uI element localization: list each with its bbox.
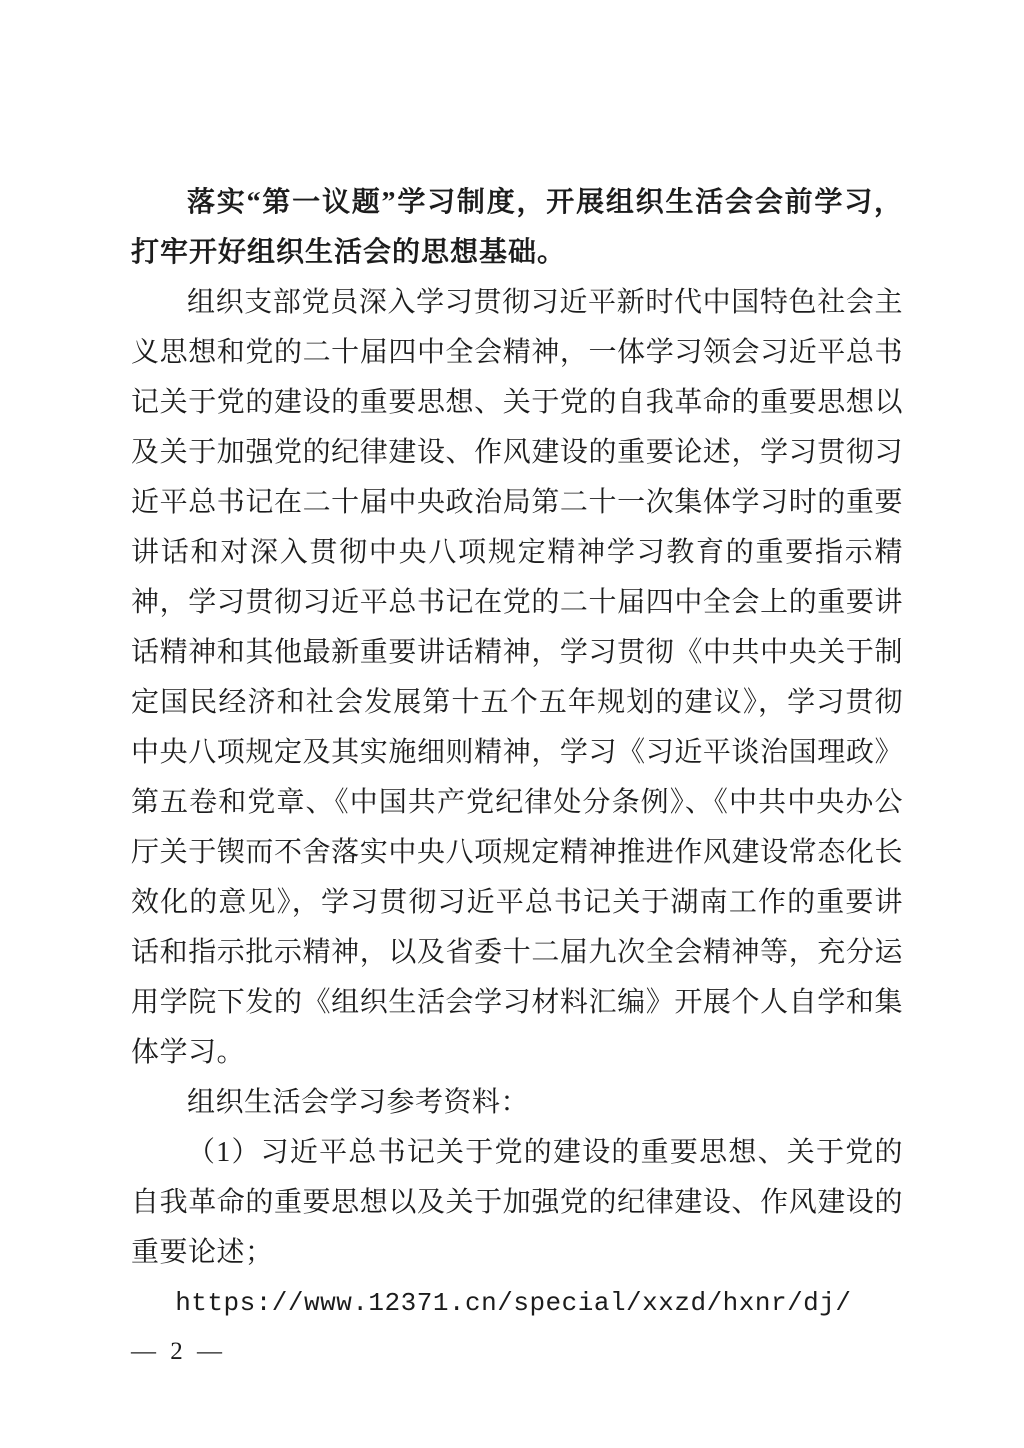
body-paragraph: 组织支部党员深入学习贯彻习近平新时代中国特色社会主义思想和党的二十届四中全会精神，一体学习领会习近平总书记关于党的建设的重要思想、关于党的自我革命的重要思想以及关于加强党的纪律建设、作风建设的重要论述，学习贯彻习近平总书记在二十届中央政治局第二十一次集体学习时的重要讲话和对深入贯彻中央八项规定精神学习教育的重要指示精神，学习贯彻习近平总书记在党的二十届四中全会上的重要讲话精神和其他最新重要讲话精神，学习贯彻《中共中央关于制定国民经济和社会发展第十五个五年规划的建议》，学习贯彻中央八项规定及其实施细则精神，学习《习近平谈治国理政》第五卷和党章、《中国共产党纪律处分条例》、《中共中央办公厅关于锲而不舍落实中央八项规定精神推进作风建设常态化长效化的意见》，学习贯彻习近平总书记关于湖南工作的重要讲话和指示批示精神，以及省委十二届九次全会精神等，充分运用学院下发的《组织生活会学习材料汇编》开展个人自学和集体学习。 xyxy=(131,287,903,1068)
reference-url: https://www.12371.cn/special/xxzd/hxnr/dj/ xyxy=(175,1288,852,1318)
heading-paragraph: 落实“第一议题”学习制度，开展组织生活会会前学习，打牢开好组织生活会的思想基础。 xyxy=(131,187,903,268)
document-content xyxy=(131,178,903,1328)
page-number: — 2 — xyxy=(131,1338,226,1365)
reference-title: 组织生活会学习参考资料： xyxy=(187,1087,530,1118)
reference-item-1: （1）习近平总书记关于党的建设的重要思想、关于党的自我革命的重要思想以及关于加强党的纪律建设、作风建设的重要论述； xyxy=(131,1137,903,1268)
